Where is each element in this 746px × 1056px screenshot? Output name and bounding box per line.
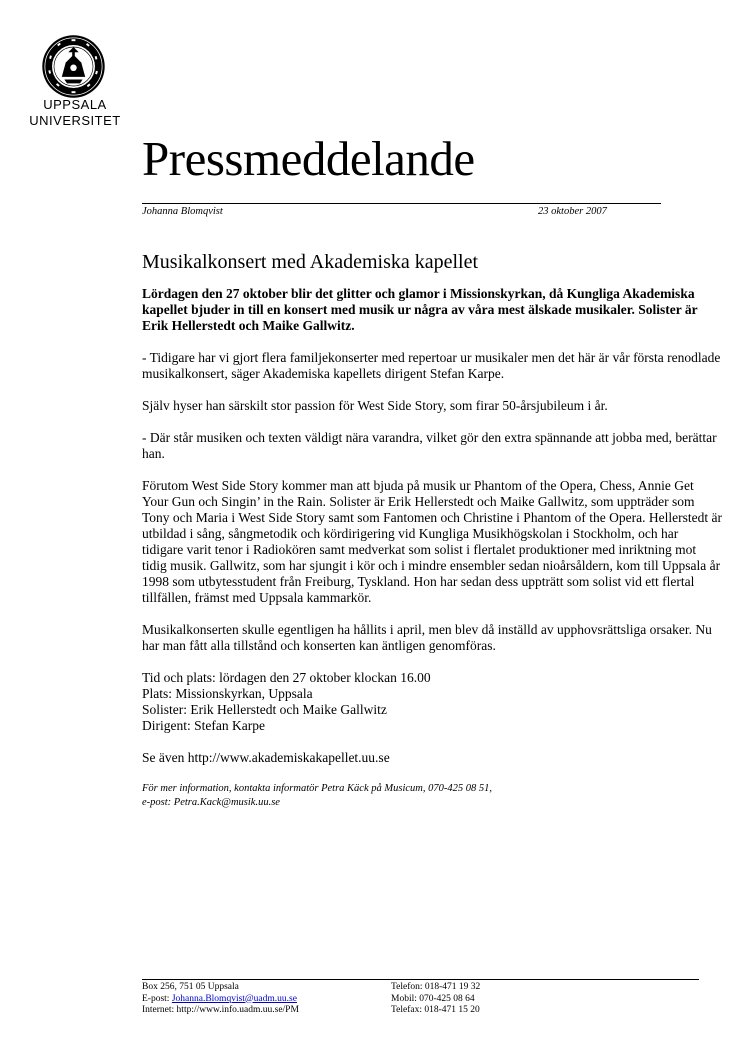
body-paragraph-1: - Tidigare har vi gjort flera familjekonserter med repertoar ur musikaler men det här är vår första renodlade musikalkonsert, säger Akademiska kapellets dirigent Stefan Karpe. bbox=[142, 350, 721, 381]
university-name-line1: UPPSALA bbox=[43, 97, 107, 112]
footer-email-link[interactable]: Johanna.Blomqvist@uadm.uu.se bbox=[171, 993, 297, 1004]
article-headline: Musikalkonsert med Akademiska kapellet bbox=[142, 251, 479, 273]
body-paragraph-3: - Där står musiken och texten väldigt nära varandra, vilket gör den extra spännande att jobba med, berättar han. bbox=[142, 430, 717, 461]
see-also-line: Se även http://www.akademiskakapellet.uu.se bbox=[142, 750, 390, 765]
document-title: Pressmeddelande bbox=[142, 131, 475, 186]
header-divider bbox=[142, 203, 661, 204]
footer-address: Box 256, 751 05 Uppsala bbox=[142, 982, 239, 992]
detail-time-place: Tid och plats: lördagen den 27 oktober klockan 16.00 bbox=[142, 670, 431, 685]
footer-contact-left bbox=[142, 982, 299, 1017]
footer-divider bbox=[142, 979, 699, 980]
article-body bbox=[142, 286, 722, 826]
footer-phone: Telefon: 018-471 19 32 bbox=[391, 982, 481, 992]
footer-fax: Telefax: 018-471 15 20 bbox=[391, 1005, 480, 1015]
lead-paragraph: Lördagen den 27 oktober blir det glitter och glamor i Missionskyrkan, då Kungliga Akademiska kapellet bjuder in till en konsert med musik ur några av våra mest älskade musikaler. Solister är Erik Hellerstedt och Maike Gallwitz. bbox=[142, 286, 698, 333]
contact-info-line1: För mer information, kontakta informatör Petra Käck på Musicum, 070-425 08 51, bbox=[142, 783, 492, 794]
university-seal-icon bbox=[41, 34, 106, 99]
university-name-line2: UNIVERSITET bbox=[29, 113, 121, 128]
body-paragraph-4: Förutom West Side Story kommer man att bjuda på musik ur Phantom of the Opera, Chess, Annie Get Your Gun och Singin’ in the Rain. Solister är Erik Hellerstedt och Maike Gallwitz, som uppträder som Tony och Maria i West Side Story samt som Fantomen och Christine i Phantom of the Opera. Hellerstedt är utbildad i sång, sångmetodik och kördirigering vid Kungliga Musikhögskolan i Stockholm, och har tidigare varit tenor i Radiokören samt medverkat som solist i flertalet produktioner med inriktning mot tidig musik. Gallwitz, som har sjungit i kör och i mindre ensembler sedan nioårsåldern, kom till Uppsala år 1998 som utbytesstudent från Freiburg, Tyskland. Hon har sedan dess uppträtt som solist vid ett flertal tillfällen, främst med Uppsala kammarkör. bbox=[142, 478, 722, 605]
footer-internet: Internet: http://www.info.uadm.uu.se/PM bbox=[142, 1005, 299, 1015]
author-name: Johanna Blomqvist bbox=[142, 206, 223, 217]
event-details bbox=[142, 670, 722, 734]
detail-place: Plats: Missionskyrkan, Uppsala bbox=[142, 686, 313, 701]
contact-info-line2: e-post: Petra.Kack@musik.uu.se bbox=[142, 797, 280, 808]
release-date: 23 oktober 2007 bbox=[538, 206, 607, 217]
footer-email-row bbox=[142, 994, 299, 1006]
footer-email-label: E-post: bbox=[142, 993, 172, 1004]
contact-info bbox=[142, 782, 722, 810]
body-paragraph-5: Musikalkonserten skulle egentligen ha hållits i april, men blev då inställd av upphovsrättsliga orsaker. Nu har man fått alla tillstånd och konserten kan äntligen genomföras. bbox=[142, 622, 712, 653]
detail-conductor: Dirigent: Stefan Karpe bbox=[142, 718, 265, 733]
footer-mobile: Mobil: 070-425 08 64 bbox=[391, 993, 475, 1004]
detail-soloists: Solister: Erik Hellerstedt och Maike Gallwitz bbox=[142, 702, 387, 717]
university-name bbox=[0, 97, 150, 129]
footer-contact-right bbox=[391, 982, 480, 1017]
body-paragraph-2: Själv hyser han särskilt stor passion för West Side Story, som firar 50-årsjubileum i år. bbox=[142, 398, 608, 413]
